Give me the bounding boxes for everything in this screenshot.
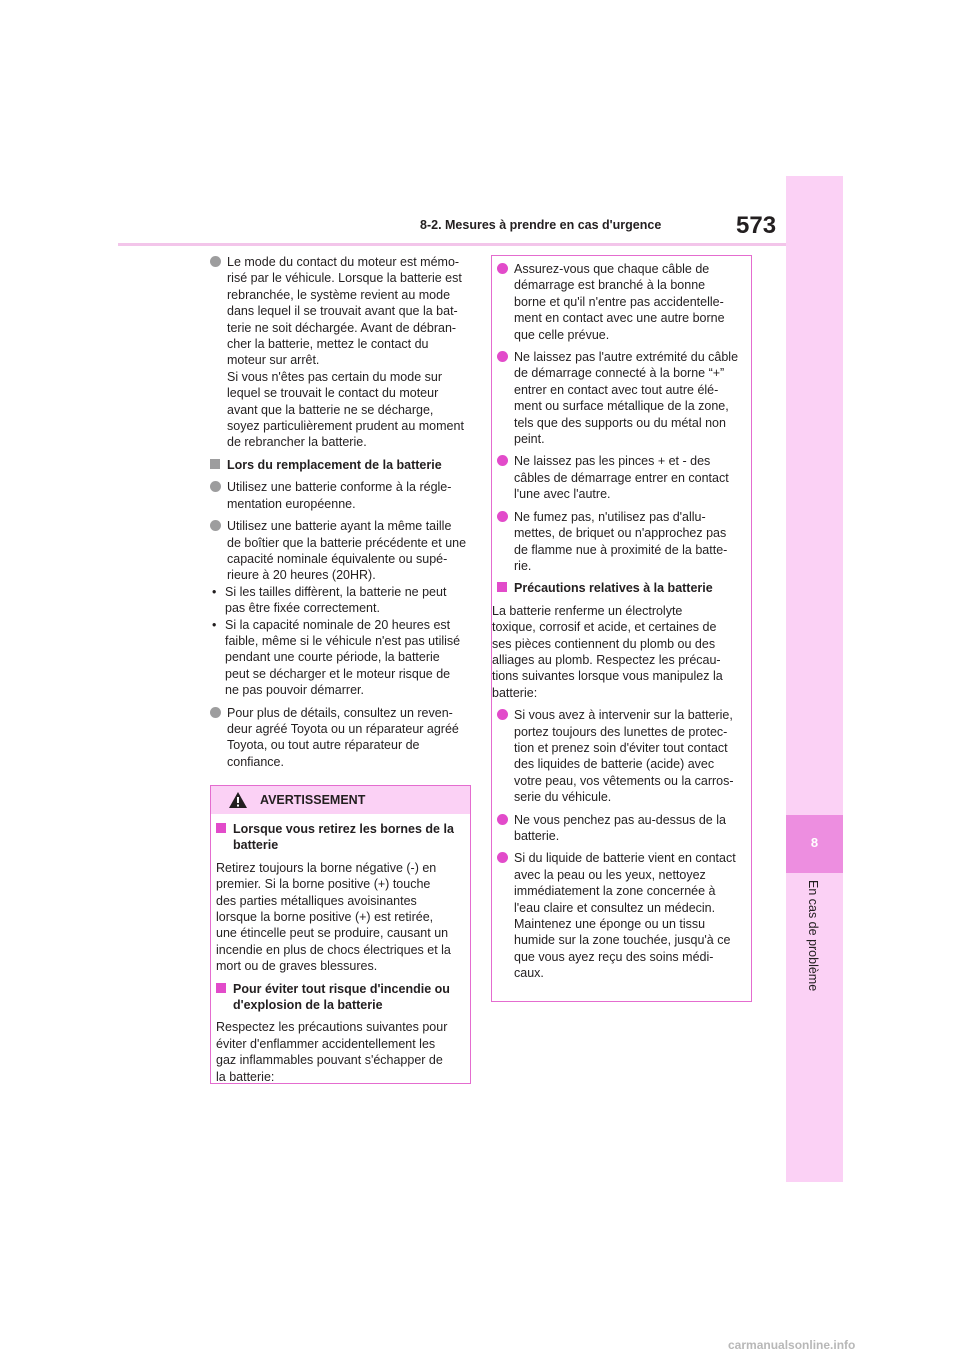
text-line: capacité nominale équivalente ou supé- — [227, 551, 448, 566]
text-line: câbles de démarrage entrer en contact — [514, 470, 729, 485]
list-item — [210, 479, 472, 512]
text-line: que celle prévue. — [514, 327, 610, 342]
text-line: Ne fumez pas, n'utilisez pas d'allu- — [514, 509, 706, 524]
section-title: 8-2. Mesures à prendre en cas d'urgence — [420, 218, 662, 232]
text-line: gaz inflammables pouvant s'échapper de — [216, 1053, 443, 1068]
bullet-text — [514, 349, 741, 447]
bullet-text — [514, 707, 741, 805]
sub-list-item — [210, 617, 472, 699]
text-line: avant que la batterie ne se décharge, — [227, 402, 434, 417]
sub-bullet-mark: • — [212, 617, 217, 632]
text-line: une étincelle peut se produire, causant un — [216, 926, 449, 941]
right-column — [492, 261, 741, 988]
list-item — [497, 509, 741, 575]
text-line: mettes, de briquet ou n'approchez pas — [514, 526, 727, 541]
text-line: entrer en contact avec tout autre élé- — [514, 382, 719, 397]
text-line: démarrage est branché à la bonne — [514, 278, 706, 293]
chapter-title: En cas de problème — [806, 880, 820, 992]
chapter-number: 8 — [810, 835, 819, 850]
text-line: tels que des supports ou du métal non — [514, 415, 726, 430]
list-item — [210, 705, 472, 771]
text-line: serie du véhicule. — [514, 790, 612, 805]
left-column — [210, 254, 472, 776]
text-line: Si du liquide de batterie vient en contact — [514, 851, 736, 866]
watermark: carmanualsonline.info — [728, 1338, 856, 1352]
text-line: lorsque la borne positive (+) est retirée, — [216, 910, 434, 925]
text-line: caux. — [514, 966, 544, 981]
text-line: tion et prenez soin d'éviter tout contact — [514, 740, 728, 755]
paragraph — [492, 603, 741, 701]
page-number: 573 — [736, 212, 777, 239]
pink-bullet-icon — [497, 263, 508, 274]
gray-bullet-icon — [210, 520, 221, 531]
pink-bullet-icon — [497, 351, 508, 362]
text-line: des liquides de batterie (acide) avec — [514, 757, 715, 772]
text-line: Assurez-vous que chaque câble de — [514, 262, 710, 276]
heading-text — [233, 821, 465, 854]
text-line: l'une avec l'autre. — [514, 487, 611, 502]
section-heading — [210, 457, 472, 473]
bullet-text — [227, 705, 472, 771]
text-line: de démarrage connecté à la borne “+” — [514, 366, 725, 381]
text-line: de rebrancher la batterie. — [227, 435, 367, 450]
text-line: soyez particulièrement prudent au moment — [227, 419, 464, 434]
text-line: alliages au plomb. Respectez les précau- — [492, 652, 721, 667]
text-line: ses pièces contiennent du plomb ou des — [492, 636, 716, 651]
list-item — [497, 261, 741, 343]
sub-list-item — [210, 584, 472, 617]
text-line: Lorsque vous retirez les bornes de la — [233, 822, 454, 836]
bullet-text — [227, 479, 472, 512]
text-line: d'explosion de la batterie — [233, 998, 383, 1013]
pink-bullet-icon — [497, 852, 508, 863]
text-line: Pour éviter tout risque d'incendie ou — [233, 981, 450, 996]
text-line: votre peau, vos vêtements ou la carros- — [514, 773, 734, 788]
text-line: Ne vous penchez pas au-dessus de la — [514, 812, 726, 827]
text-line: Si la capacité nominale de 20 heures est — [225, 617, 451, 632]
chapter-side-strip — [786, 176, 843, 1182]
heading-text: Précautions relatives à la batterie — [514, 581, 713, 596]
text-line: Respectez les précautions suivantes pour — [216, 1020, 448, 1035]
text-line: Pour plus de détails, consultez un reven- — [227, 705, 453, 720]
text-line: Si les tailles diffèrent, la batterie ne peut — [225, 584, 447, 599]
text-line: incendie en plus de chocs électriques et la — [216, 942, 451, 957]
text-line: Retirez toujours la borne négative (-) en — [216, 860, 437, 875]
pink-square-icon — [216, 823, 226, 833]
text-line: rieure à 20 heures (20HR). — [227, 568, 376, 583]
sub-bullet-text — [225, 584, 472, 617]
text-line: moteur sur arrêt. — [227, 353, 320, 368]
bullet-text — [514, 509, 741, 575]
pink-bullet-icon — [497, 814, 508, 825]
list-item — [497, 850, 741, 981]
text-line: des parties métalliques avoisinantes — [216, 893, 417, 908]
text-line: que vous ayez reçu des soins médi- — [514, 949, 714, 964]
warning-heading — [216, 981, 465, 1014]
text-line: mort ou de graves blessures. — [216, 959, 378, 974]
heading-text: Lors du remplacement de la batterie — [227, 457, 442, 472]
text-line: éviter d'enflammer accidentellement les — [216, 1036, 436, 1051]
text-line: cher la batterie, mettez le contact du — [227, 337, 429, 352]
pink-bullet-icon — [497, 511, 508, 522]
pink-square-icon — [497, 582, 507, 592]
gray-bullet-icon — [210, 481, 221, 492]
text-line: dans lequel il se trouvait avant que la bat- — [227, 304, 458, 319]
text-line: l'eau claire et consultez un médecin. — [514, 900, 716, 915]
text-line: Ne laissez pas les pinces + et - des — [514, 454, 711, 469]
header-divider — [118, 243, 786, 246]
gray-bullet-icon — [210, 256, 221, 267]
text-line: risé par le véhicule. Lorsque la batterie est — [227, 271, 462, 286]
text-line: ment en contact avec une autre borne — [514, 311, 725, 326]
bullet-text — [514, 453, 741, 502]
list-item — [497, 707, 741, 805]
text-line: lequel se trouvait le contact du moteur — [227, 386, 439, 401]
section-heading — [497, 580, 741, 596]
text-line: avec la peau ou les yeux, nettoyez — [514, 867, 706, 882]
text-line: La batterie renferme un électrolyte — [492, 603, 683, 618]
text-line: rie. — [514, 558, 532, 573]
text-line: humide sur la zone touchée, jusqu'à ce — [514, 933, 731, 948]
text-line: Maintenez une éponge ou un tissu — [514, 917, 706, 932]
heading-text — [233, 981, 465, 1014]
text-line: Toyota, ou tout autre réparateur de — [227, 738, 420, 753]
list-item — [210, 518, 472, 584]
warning-heading — [216, 821, 465, 854]
text-line: de flamme nue à proximité de la batte- — [514, 542, 728, 557]
text-line: la batterie: — [216, 1069, 275, 1084]
text-line: Ne laissez pas l'autre extrémité du câble — [514, 350, 739, 365]
text-line: mentation européenne. — [227, 496, 356, 511]
warning-header — [211, 786, 470, 814]
warning-box — [210, 785, 471, 1084]
warning-body — [211, 814, 470, 1085]
text-line: Utilisez une batterie conforme à la régle- — [227, 480, 452, 495]
text-line: toxique, corrosif et acide, et certaines de — [492, 620, 717, 635]
text-line: terie ne soit déchargée. Avant de débran- — [227, 320, 457, 335]
text-line: portez toujours des lunettes de protec- — [514, 724, 728, 739]
sub-bullet-mark: • — [212, 584, 217, 599]
text-line: batterie — [233, 838, 279, 853]
warning-paragraph — [216, 1019, 465, 1085]
text-line: peut se décharger et le moteur risque de — [225, 666, 451, 681]
text-line: pas être fixée correctement. — [225, 601, 380, 616]
text-line: faible, même si le véhicule n'est pas utilisé — [225, 633, 461, 648]
pink-bullet-icon — [497, 455, 508, 466]
text-line: ment ou surface métallique de la zone, — [514, 399, 729, 414]
text-line: Utilisez une batterie ayant la même taille — [227, 519, 452, 534]
bullet-text — [514, 850, 741, 981]
text-line: ne pas pouvoir démarrer. — [225, 683, 364, 698]
text-line: immédiatement la zone concernée à — [514, 884, 716, 899]
gray-square-icon — [210, 459, 220, 469]
list-item — [497, 812, 741, 845]
chapter-title-tab — [786, 880, 843, 1020]
text-line: premier. Si la borne positive (+) touche — [216, 877, 431, 892]
text-line: tions suivantes lorsque vous manipulez la — [492, 669, 723, 684]
text-line: batterie: — [492, 685, 538, 700]
bullet-text — [514, 261, 741, 343]
sub-bullet-text — [225, 617, 472, 699]
text-line: Si vous n'êtes pas certain du mode sur — [227, 369, 443, 384]
list-item — [497, 453, 741, 502]
text-line: batterie. — [514, 829, 560, 843]
text-line: borne et qu'il n'entre pas accidentelle- — [514, 294, 724, 309]
list-item — [210, 254, 472, 451]
text-line: de boîtier que la batterie précédente et une — [227, 535, 467, 550]
warning-paragraph — [216, 860, 465, 975]
text-line: deur agréé Toyota ou un réparateur agréé — [227, 721, 459, 736]
warning-triangle-icon — [228, 791, 248, 809]
bullet-text — [227, 518, 472, 584]
bullet-text — [227, 254, 472, 451]
text-line: rebranchée, le système revient au mode — [227, 287, 451, 302]
text-line: Si vous avez à intervenir sur la batterie, — [514, 708, 733, 723]
bullet-text — [514, 812, 741, 845]
text-line: confiance. — [227, 754, 284, 769]
text-line: Le mode du contact du moteur est mémo- — [227, 255, 460, 269]
pink-bullet-icon — [497, 709, 508, 720]
pink-square-icon — [216, 983, 226, 993]
gray-bullet-icon — [210, 707, 221, 718]
list-item — [497, 349, 741, 447]
text-line: pendant une courte période, la batterie — [225, 650, 440, 665]
text-line: peint. — [514, 432, 545, 447]
warning-title: AVERTISSEMENT — [260, 793, 366, 807]
chapter-number-tab — [786, 815, 843, 873]
